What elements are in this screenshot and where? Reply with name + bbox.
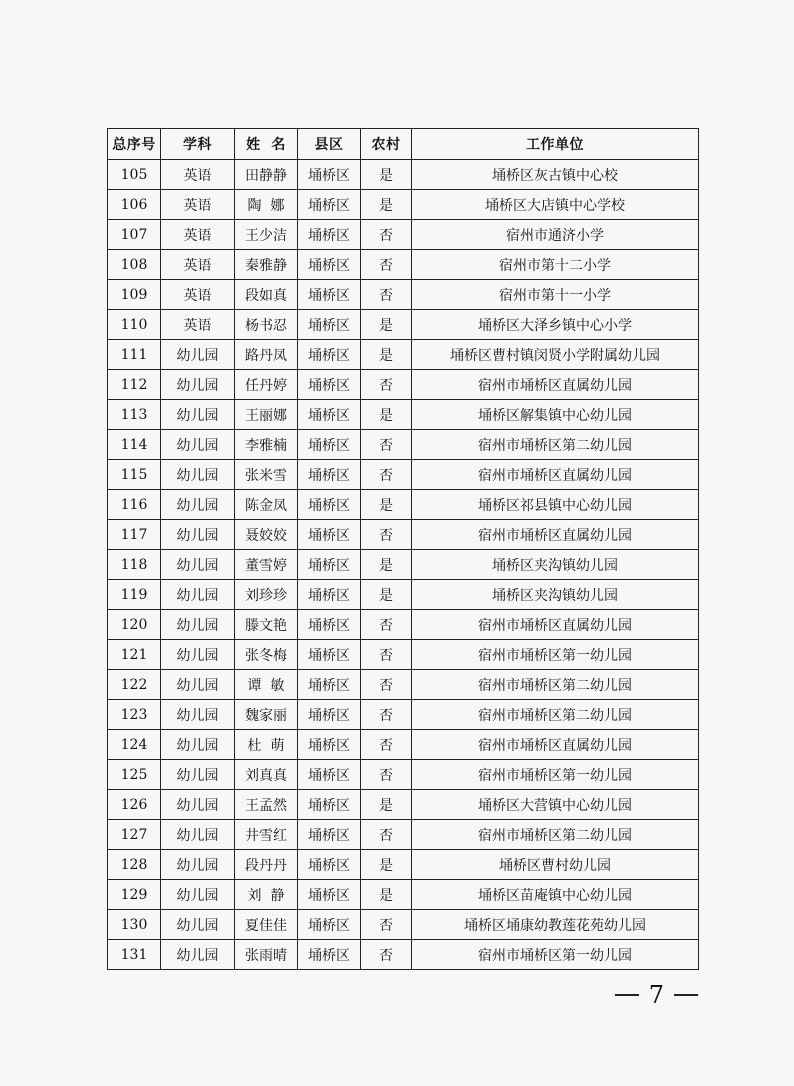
cell-work-unit: 宿州市通济小学 (412, 220, 699, 250)
cell-rural: 是 (361, 160, 412, 190)
table-header-row (108, 129, 699, 160)
cell-county: 埇桥区 (298, 310, 361, 340)
cell-serial-number: 113 (108, 400, 161, 430)
cell-subject: 幼儿园 (161, 850, 235, 880)
cell-name: 陶 娜 (235, 190, 298, 220)
cell-name: 张米雪 (235, 460, 298, 490)
cell-county: 埇桥区 (298, 850, 361, 880)
cell-county: 埇桥区 (298, 670, 361, 700)
cell-subject: 英语 (161, 160, 235, 190)
table-row (108, 790, 699, 820)
cell-serial-number: 124 (108, 730, 161, 760)
cell-serial-number: 128 (108, 850, 161, 880)
cell-serial-number: 111 (108, 340, 161, 370)
cell-name: 刘真真 (235, 760, 298, 790)
teacher-list-table (107, 128, 699, 970)
cell-work-unit: 宿州市埇桥区直属幼儿园 (412, 520, 699, 550)
cell-county: 埇桥区 (298, 460, 361, 490)
cell-name: 陈金凤 (235, 490, 298, 520)
cell-serial-number: 115 (108, 460, 161, 490)
cell-subject: 幼儿园 (161, 400, 235, 430)
cell-county: 埇桥区 (298, 280, 361, 310)
cell-subject: 幼儿园 (161, 490, 235, 520)
cell-name: 王孟然 (235, 790, 298, 820)
cell-county: 埇桥区 (298, 220, 361, 250)
table-row (108, 610, 699, 640)
cell-rural: 否 (361, 700, 412, 730)
cell-work-unit: 宿州市埇桥区第二幼儿园 (412, 430, 699, 460)
cell-serial-number: 114 (108, 430, 161, 460)
cell-county: 埇桥区 (298, 400, 361, 430)
cell-rural: 否 (361, 220, 412, 250)
table-row (108, 250, 699, 280)
cell-name: 杜 萌 (235, 730, 298, 760)
cell-subject: 幼儿园 (161, 550, 235, 580)
cell-subject: 幼儿园 (161, 880, 235, 910)
cell-serial-number: 129 (108, 880, 161, 910)
cell-county: 埇桥区 (298, 340, 361, 370)
table-row (108, 880, 699, 910)
cell-name: 刘 静 (235, 880, 298, 910)
cell-subject: 幼儿园 (161, 760, 235, 790)
cell-rural: 是 (361, 340, 412, 370)
cell-rural: 否 (361, 640, 412, 670)
cell-serial-number: 120 (108, 610, 161, 640)
page-footer (615, 983, 698, 1007)
table-row (108, 550, 699, 580)
table-row (108, 310, 699, 340)
cell-name: 李雅楠 (235, 430, 298, 460)
cell-name: 路丹凤 (235, 340, 298, 370)
cell-subject: 英语 (161, 310, 235, 340)
cell-rural: 否 (361, 610, 412, 640)
cell-county: 埇桥区 (298, 520, 361, 550)
cell-name: 夏佳佳 (235, 910, 298, 940)
cell-subject: 幼儿园 (161, 460, 235, 490)
footer-dash-left (615, 994, 639, 996)
table-row (108, 670, 699, 700)
cell-work-unit: 宿州市埇桥区第一幼儿园 (412, 940, 699, 970)
cell-work-unit: 埇桥区苗庵镇中心幼儿园 (412, 880, 699, 910)
cell-subject: 幼儿园 (161, 520, 235, 550)
table-row (108, 370, 699, 400)
cell-serial-number: 122 (108, 670, 161, 700)
cell-county: 埇桥区 (298, 730, 361, 760)
cell-subject: 英语 (161, 220, 235, 250)
cell-subject: 幼儿园 (161, 910, 235, 940)
cell-subject: 幼儿园 (161, 670, 235, 700)
cell-subject: 幼儿园 (161, 370, 235, 400)
cell-work-unit: 埇桥区埇康幼教莲花苑幼儿园 (412, 910, 699, 940)
cell-county: 埇桥区 (298, 610, 361, 640)
cell-rural: 否 (361, 250, 412, 280)
cell-serial-number: 119 (108, 580, 161, 610)
cell-rural: 是 (361, 880, 412, 910)
cell-subject: 英语 (161, 190, 235, 220)
cell-serial-number: 109 (108, 280, 161, 310)
table-row (108, 280, 699, 310)
cell-rural: 否 (361, 730, 412, 760)
cell-subject: 幼儿园 (161, 340, 235, 370)
cell-work-unit: 宿州市埇桥区直属幼儿园 (412, 460, 699, 490)
cell-rural: 是 (361, 550, 412, 580)
cell-rural: 否 (361, 670, 412, 700)
cell-work-unit: 埇桥区曹村镇闵贤小学附属幼儿园 (412, 340, 699, 370)
table-row (108, 490, 699, 520)
table-row (108, 520, 699, 550)
cell-serial-number: 107 (108, 220, 161, 250)
cell-county: 埇桥区 (298, 370, 361, 400)
cell-subject: 幼儿园 (161, 610, 235, 640)
cell-county: 埇桥区 (298, 580, 361, 610)
cell-work-unit: 埇桥区曹村幼儿园 (412, 850, 699, 880)
header-county: 县区 (298, 129, 361, 160)
cell-name: 任丹婷 (235, 370, 298, 400)
cell-county: 埇桥区 (298, 640, 361, 670)
table-row (108, 910, 699, 940)
cell-name: 段丹丹 (235, 850, 298, 880)
cell-name: 聂姣姣 (235, 520, 298, 550)
cell-county: 埇桥区 (298, 910, 361, 940)
cell-subject: 幼儿园 (161, 580, 235, 610)
cell-name: 段如真 (235, 280, 298, 310)
cell-work-unit: 宿州市埇桥区第二幼儿园 (412, 670, 699, 700)
cell-serial-number: 105 (108, 160, 161, 190)
cell-work-unit: 埇桥区大泽乡镇中心小学 (412, 310, 699, 340)
footer-dash-right (674, 994, 698, 996)
cell-county: 埇桥区 (298, 700, 361, 730)
cell-rural: 是 (361, 790, 412, 820)
table-row (108, 700, 699, 730)
cell-work-unit: 埇桥区大营镇中心幼儿园 (412, 790, 699, 820)
cell-serial-number: 125 (108, 760, 161, 790)
cell-subject: 幼儿园 (161, 700, 235, 730)
cell-rural: 否 (361, 370, 412, 400)
page-number: 7 (648, 981, 664, 1009)
cell-name: 王丽娜 (235, 400, 298, 430)
cell-county: 埇桥区 (298, 430, 361, 460)
cell-serial-number: 108 (108, 250, 161, 280)
cell-rural: 是 (361, 190, 412, 220)
cell-subject: 幼儿园 (161, 790, 235, 820)
cell-subject: 英语 (161, 280, 235, 310)
teacher-list-table-wrapper (107, 128, 698, 970)
cell-rural: 是 (361, 580, 412, 610)
table-row (108, 730, 699, 760)
cell-rural: 是 (361, 310, 412, 340)
cell-work-unit: 宿州市埇桥区直属幼儿园 (412, 730, 699, 760)
table-body (108, 160, 699, 970)
cell-rural: 是 (361, 850, 412, 880)
cell-serial-number: 118 (108, 550, 161, 580)
header-name: 姓 名 (235, 129, 298, 160)
cell-rural: 否 (361, 760, 412, 790)
cell-name: 王少洁 (235, 220, 298, 250)
cell-county: 埇桥区 (298, 490, 361, 520)
cell-serial-number: 110 (108, 310, 161, 340)
cell-subject: 幼儿园 (161, 640, 235, 670)
cell-work-unit: 埇桥区灰古镇中心校 (412, 160, 699, 190)
cell-serial-number: 123 (108, 700, 161, 730)
table-row (108, 340, 699, 370)
cell-rural: 否 (361, 910, 412, 940)
table-row (108, 760, 699, 790)
cell-rural: 否 (361, 430, 412, 460)
cell-serial-number: 106 (108, 190, 161, 220)
cell-name: 谭 敏 (235, 670, 298, 700)
table-row (108, 640, 699, 670)
cell-serial-number: 126 (108, 790, 161, 820)
header-work-unit: 工作单位 (412, 129, 699, 160)
table-row (108, 850, 699, 880)
cell-work-unit: 宿州市埇桥区第二幼儿园 (412, 820, 699, 850)
header-subject: 学科 (161, 129, 235, 160)
cell-serial-number: 127 (108, 820, 161, 850)
header-serial-number: 总序号 (108, 129, 161, 160)
cell-name: 张冬梅 (235, 640, 298, 670)
cell-rural: 是 (361, 490, 412, 520)
cell-county: 埇桥区 (298, 760, 361, 790)
cell-serial-number: 131 (108, 940, 161, 970)
cell-subject: 幼儿园 (161, 820, 235, 850)
cell-subject: 幼儿园 (161, 730, 235, 760)
cell-work-unit: 宿州市第十一小学 (412, 280, 699, 310)
cell-subject: 英语 (161, 250, 235, 280)
cell-rural: 否 (361, 460, 412, 490)
cell-work-unit: 宿州市埇桥区直属幼儿园 (412, 370, 699, 400)
cell-work-unit: 宿州市埇桥区第二幼儿园 (412, 700, 699, 730)
table-row (108, 220, 699, 250)
cell-work-unit: 埇桥区夹沟镇幼儿园 (412, 580, 699, 610)
cell-work-unit: 宿州市埇桥区直属幼儿园 (412, 610, 699, 640)
cell-name: 田静静 (235, 160, 298, 190)
cell-work-unit: 埇桥区解集镇中心幼儿园 (412, 400, 699, 430)
table-row (108, 160, 699, 190)
cell-work-unit: 埇桥区祁县镇中心幼儿园 (412, 490, 699, 520)
cell-county: 埇桥区 (298, 160, 361, 190)
cell-work-unit: 宿州市埇桥区第一幼儿园 (412, 640, 699, 670)
table-row (108, 460, 699, 490)
cell-county: 埇桥区 (298, 190, 361, 220)
cell-serial-number: 130 (108, 910, 161, 940)
cell-work-unit: 埇桥区大店镇中心学校 (412, 190, 699, 220)
cell-rural: 否 (361, 820, 412, 850)
table-row (108, 820, 699, 850)
cell-serial-number: 121 (108, 640, 161, 670)
table-row (108, 430, 699, 460)
cell-rural: 否 (361, 280, 412, 310)
cell-subject: 幼儿园 (161, 430, 235, 460)
cell-rural: 是 (361, 400, 412, 430)
cell-county: 埇桥区 (298, 550, 361, 580)
table-row (108, 400, 699, 430)
cell-serial-number: 116 (108, 490, 161, 520)
cell-name: 刘珍珍 (235, 580, 298, 610)
cell-name: 张雨晴 (235, 940, 298, 970)
cell-rural: 否 (361, 520, 412, 550)
table-row (108, 580, 699, 610)
cell-county: 埇桥区 (298, 880, 361, 910)
cell-name: 杨书忍 (235, 310, 298, 340)
cell-county: 埇桥区 (298, 790, 361, 820)
cell-name: 滕文艳 (235, 610, 298, 640)
cell-name: 董雪婷 (235, 550, 298, 580)
header-rural: 农村 (361, 129, 412, 160)
cell-rural: 否 (361, 940, 412, 970)
table-row (108, 940, 699, 970)
cell-name: 井雪红 (235, 820, 298, 850)
table-row (108, 190, 699, 220)
cell-name: 秦雅静 (235, 250, 298, 280)
cell-county: 埇桥区 (298, 940, 361, 970)
cell-county: 埇桥区 (298, 250, 361, 280)
cell-work-unit: 宿州市第十二小学 (412, 250, 699, 280)
cell-serial-number: 117 (108, 520, 161, 550)
cell-name: 魏家丽 (235, 700, 298, 730)
cell-work-unit: 宿州市埇桥区第一幼儿园 (412, 760, 699, 790)
cell-work-unit: 埇桥区夹沟镇幼儿园 (412, 550, 699, 580)
cell-county: 埇桥区 (298, 820, 361, 850)
cell-subject: 幼儿园 (161, 940, 235, 970)
cell-serial-number: 112 (108, 370, 161, 400)
